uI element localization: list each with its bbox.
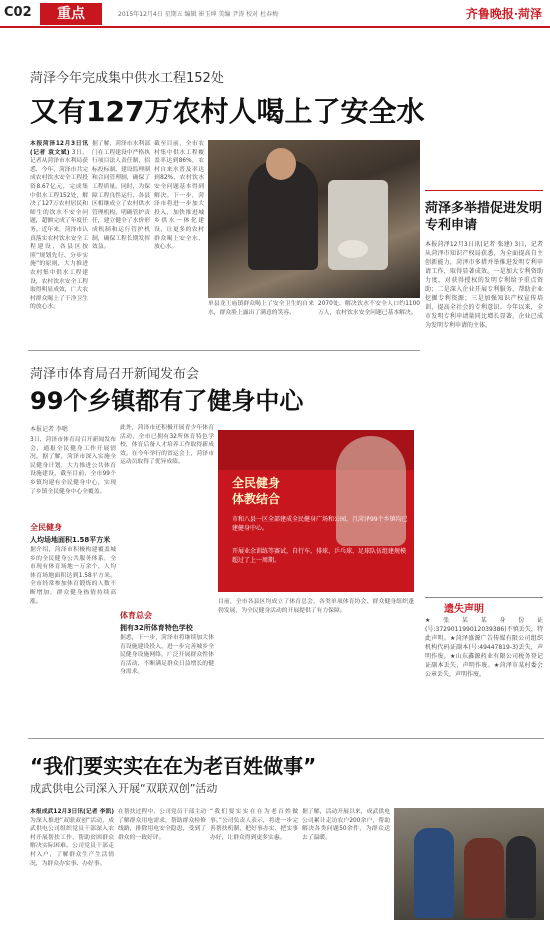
masthead bbox=[0, 0, 550, 28]
article3-photo bbox=[394, 808, 544, 920]
article2-col1: 3日，菏泽市体育局召开新闻发布会，通报全民健身工作开展情况。据了解，菏泽市深入实施全民健身计划，大力推进公共体育设施建设，截至目前，全市99个乡镇均建有全民健身中心，实现了乡镇全民健身中心全覆盖。 bbox=[30, 437, 116, 495]
article2-title: 99个乡镇都有了健身中心 bbox=[30, 387, 304, 415]
masthead-rule bbox=[0, 26, 550, 28]
article2-col2: 据介绍，菏泽市积极构建覆盖城乡的全民健身公共服务体系，全市现有体育场地一万余个，人均体育场地面积达到1.58平方米。全市经常参加体育锻炼的人数不断增加，群众健身热情持续高涨。 bbox=[30, 547, 116, 605]
notice-rule bbox=[425, 597, 543, 598]
article1-lead: 本报菏泽12月3日讯(记者 袁文斌) bbox=[30, 141, 88, 156]
article1-col1 bbox=[30, 140, 88, 340]
article2-kicker: 菏泽市体育局召开新闻发布会 bbox=[30, 367, 200, 382]
divider-2 bbox=[28, 738, 544, 739]
article3-col1-text: 为深入推进“双联双创”活动，成武供电公司组织党员干部深入农村开展帮扶工作，帮助贫困群众解决实际困难。公司党员干部走村入户，了解群众生产生活情况，为群众办实事、办好事。 bbox=[30, 817, 114, 867]
article2-sub2b: 拥有32所体育特色学校 bbox=[120, 624, 193, 632]
page-number: C02 bbox=[4, 5, 32, 20]
section-label: 重点 bbox=[40, 3, 102, 25]
article1-title: 又有127万农村人喝上了安全水 bbox=[30, 95, 425, 128]
fitness-poster bbox=[218, 430, 414, 592]
sidebar1-rule bbox=[425, 190, 543, 191]
article3-col1 bbox=[30, 808, 114, 920]
article1-col1-text: 3日，记者从菏泽市水利局获悉，今年，菏泽市共完成农村饮水安全工程投资8.67亿元，完成集中供水工程152处，解决了127万农村居民和师生的饮水不安全问题，超额完成了年度任务。近年来，菏泽市认真落实农村饮水安全工程建设，各县区按照“规划先行、分步实施”的原则，大力推进农村集中供水工程建设，农村饮水安全工程取得明显成效，广大农村群众喝上了干净卫生的放心水。 bbox=[30, 149, 88, 311]
article1-col5: 2070处，解决饮水不安全人口约1100万人，农村饮水安全问题已基本解决。 bbox=[318, 301, 420, 316]
poster-line2: 体教结合 bbox=[232, 492, 281, 506]
article2-byline: 本报记者 李嗯 bbox=[30, 426, 68, 433]
article3-col4: 据了解，活动开展以来，成武供电公司累计走访农户200余户，帮助解决各类问题50余件，为群众送去了温暖。 bbox=[302, 809, 390, 841]
article3-col3: “我们要实实在在为老百姓做事。”公司负责人表示，将进一步完善帮扶机制，把好事办实、把实事办好，让群众得到更多实惠。 bbox=[210, 809, 298, 841]
article1-caption: 单县龙王庙镇群众喝上了安全卫生的自来水，群众脸上露出了满意的笑容。 bbox=[208, 301, 314, 316]
poster-item1: 市和八县一区全部建成全民健身广场和公园，且菏泽99个乡镇均已建健身中心。 bbox=[232, 516, 408, 532]
article2-sub2: 体育总会 bbox=[120, 611, 152, 620]
article1-col3: 截至目前，全市农村集中供水工程覆盖率达到86%，农村自来水普及率达到82%，农村饮水安全问题基本得到解决。下一步，菏泽市将进一步加大投入，加快推进城乡供水一体化建设，让更多的农村群众喝上安全水、放心水。 bbox=[154, 141, 204, 251]
divider-1 bbox=[28, 350, 420, 351]
sidebar1-body: 本报菏泽12月3日讯(记者 张建) 3日，记者从菏泽市知识产权局获悉，为全面提高自主创新能力，菏泽市多措并举推进发明专利申请工作，取得显著成效。一是加大专利资助力度，对获得授权的发明专利给予重点资助；二是深入企业开展专利服务，帮助企业挖掘专利资源；三是加强知识产权宣传培训，提高全社会的专利意识。今年以来，全市发明专利申请量同比增长显著，企业已成为发明专利申请的主体。 bbox=[425, 241, 543, 329]
sidebar1-title: 菏泽多举措促进发明专利申请 bbox=[425, 201, 543, 233]
article3-title: “我们要实实在在为老百姓做事” bbox=[30, 754, 317, 778]
article2-col5: 目前，全市各县区均成立了体育总会，各类单项体育协会、群众健身组织蓬勃发展，为全民健身活动的开展提供了有力保障。 bbox=[218, 599, 414, 614]
article1-kicker: 菏泽今年完成集中供水工程152处 bbox=[30, 71, 224, 86]
notice-body: ★张某某身份证(号:372901199012039386)不慎丢失，特此声明。★菏泽盛源广告传媒有限公司组织机构代码证副本(号:49447819-3)丢失，声明作废。★山东鑫源药业有限公司税务登记证副本丢失，声明作废。★菏泽市某村委会公章丢失，声明作废。 bbox=[425, 617, 543, 678]
article3-subtitle: 成武供电公司深入开展“双联双创”活动 bbox=[30, 782, 218, 795]
article3-lead: 本报成武12月3日讯(记者 李凯) bbox=[30, 809, 114, 815]
article2-col4: 据悉，下一步，菏泽市将继续加大体育设施建设投入，进一步完善城乡全民健身设施网络，广泛开展群众性体育活动，不断满足群众日益增长的健身需求。 bbox=[120, 635, 214, 676]
poster-item2: 开展业余训练等赛试，自行车、排球、乒乓球、足球队伍组建规模超过了上一周期。 bbox=[232, 548, 407, 564]
article2-sub1: 全民健身 bbox=[30, 523, 62, 532]
article1-photo bbox=[208, 140, 420, 298]
article2-sub1b: 人均场地面积1.58平方米 bbox=[30, 536, 111, 544]
poster-line1: 全民健身 bbox=[232, 476, 281, 490]
date-line: 2015年12月4日 星期五 编辑 崔玉坤 美编 尹涛 校对 杜春梅 bbox=[118, 11, 279, 18]
article2-col3: 此外，菏泽市还积极开展青少年体育活动，全市已拥有32所体育特色学校，体育后备人才培养工作取得新成效。在今年举行的省运会上，菏泽市运动员取得了优异成绩。 bbox=[120, 425, 214, 466]
article1-col2: 据了解，菏泽市水利部门在工程建设中严格执行项目法人责任制、招标投标制、建设监理制和合同管理制，确保了工程质量。同时，为保障工程良性运行，各县区相继成立了农村供水管理机构，明确管护责任，建立健全了水价形成机制和运行管护机制，确保工程长期发挥效益。 bbox=[92, 141, 150, 251]
notice-title: 遗失声明 bbox=[444, 604, 484, 615]
article3-col2: 在帮扶过程中，公司党员干部主动了解群众用电需求，帮助群众检修线路，排除用电安全隐患，受到了群众的一致好评。 bbox=[118, 809, 206, 841]
paper-logo: 齐鲁晚报·菏泽 bbox=[465, 7, 542, 21]
